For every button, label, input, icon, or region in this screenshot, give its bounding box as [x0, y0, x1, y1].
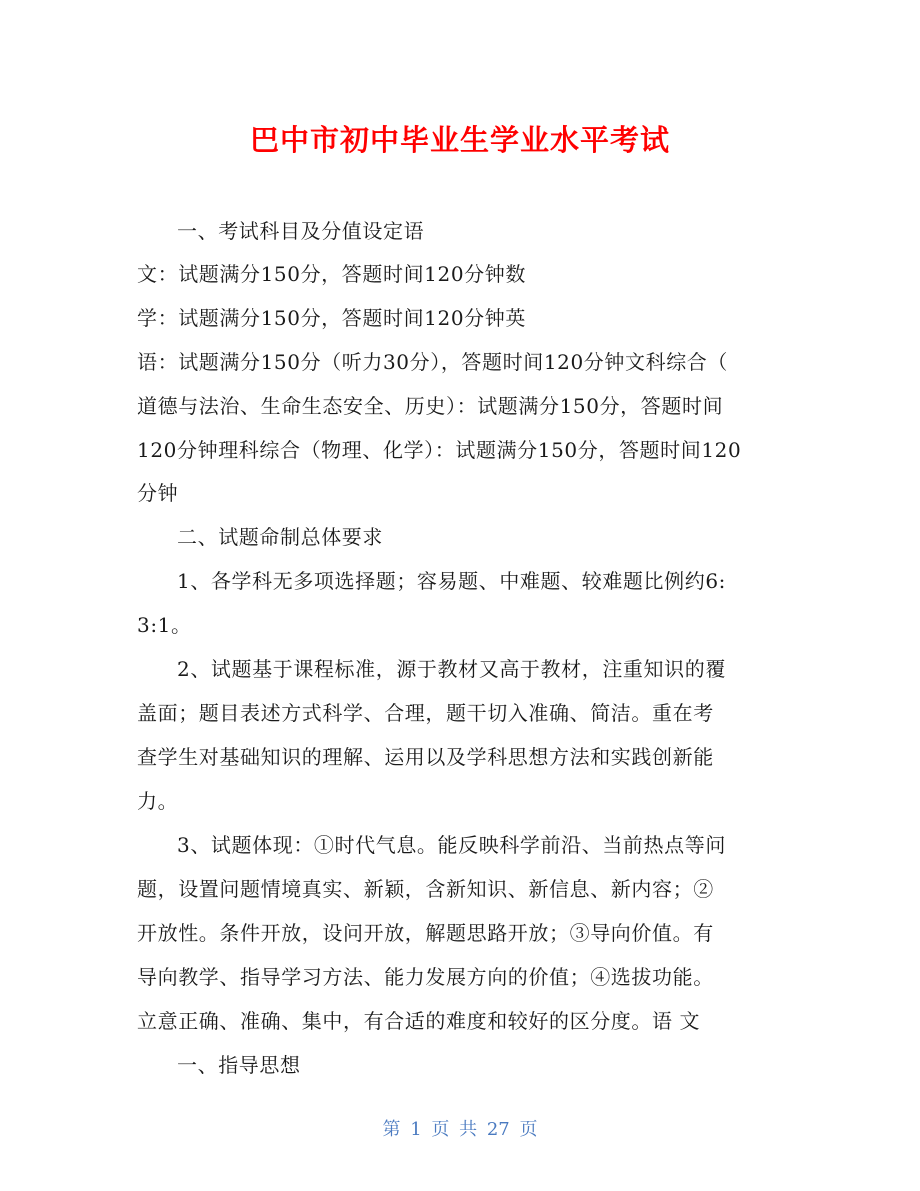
section-heading: 一、指导思想 — [177, 1053, 301, 1077]
paragraph-line: 3:1。 — [137, 613, 192, 637]
paragraph-line: 导向教学、指导学习方法、能力发展方向的价值；④选拔功能。 — [137, 965, 714, 989]
paragraph-line: 查学生对基础知识的理解、运用以及学科思想方法和实践创新能 — [137, 745, 714, 769]
section-heading: 一、考试科目及分值设定语 — [177, 219, 425, 243]
paragraph-line: 文：试题满分150分，答题时间120分钟数 — [137, 262, 526, 286]
section-heading: 二、试题命制总体要求 — [177, 525, 383, 549]
paragraph-line: 3、试题体现：①时代气息。能反映科学前沿、当前热点等问 — [177, 833, 726, 857]
paragraph-line: 2、试题基于课程标准，源于教材又高于教材，注重知识的覆 — [177, 657, 726, 681]
paragraph-line: 学：试题满分150分，答题时间120分钟英 — [137, 306, 526, 330]
paragraph-line: 道德与法治、生命生态安全、历史）：试题满分150分，答题时间 — [137, 394, 724, 418]
paragraph-line: 分钟 — [137, 481, 179, 505]
paragraph-line: 1、各学科无多项选择题；容易题、中难题、较难题比例约6: — [177, 569, 726, 593]
paragraph-line: 盖面；题目表述方式科学、合理，题干切入准确、简洁。重在考 — [137, 701, 714, 725]
paragraph-line: 语：试题满分150分（听力30分），答题时间120分钟文科综合（ — [137, 350, 728, 374]
paragraph-line: 力。 — [137, 789, 179, 813]
paragraph-line: 120分钟理科综合（物理、化学）：试题满分150分，答题时间120 — [137, 438, 742, 462]
paragraph-line: 题，设置问题情境真实、新颖，含新知识、新信息、新内容；② — [137, 877, 714, 901]
paragraph-line: 开放性。条件开放，设问开放，解题思路开放；③导向价值。有 — [137, 921, 714, 945]
document-title: 巴中市初中毕业生学业水平考试 — [249, 123, 670, 157]
page-number-footer: 第 1 页 共 27 页 — [382, 1119, 538, 1140]
paragraph-line: 立意正确、准确、集中，有合适的难度和较好的区分度。语 文 — [137, 1009, 701, 1033]
